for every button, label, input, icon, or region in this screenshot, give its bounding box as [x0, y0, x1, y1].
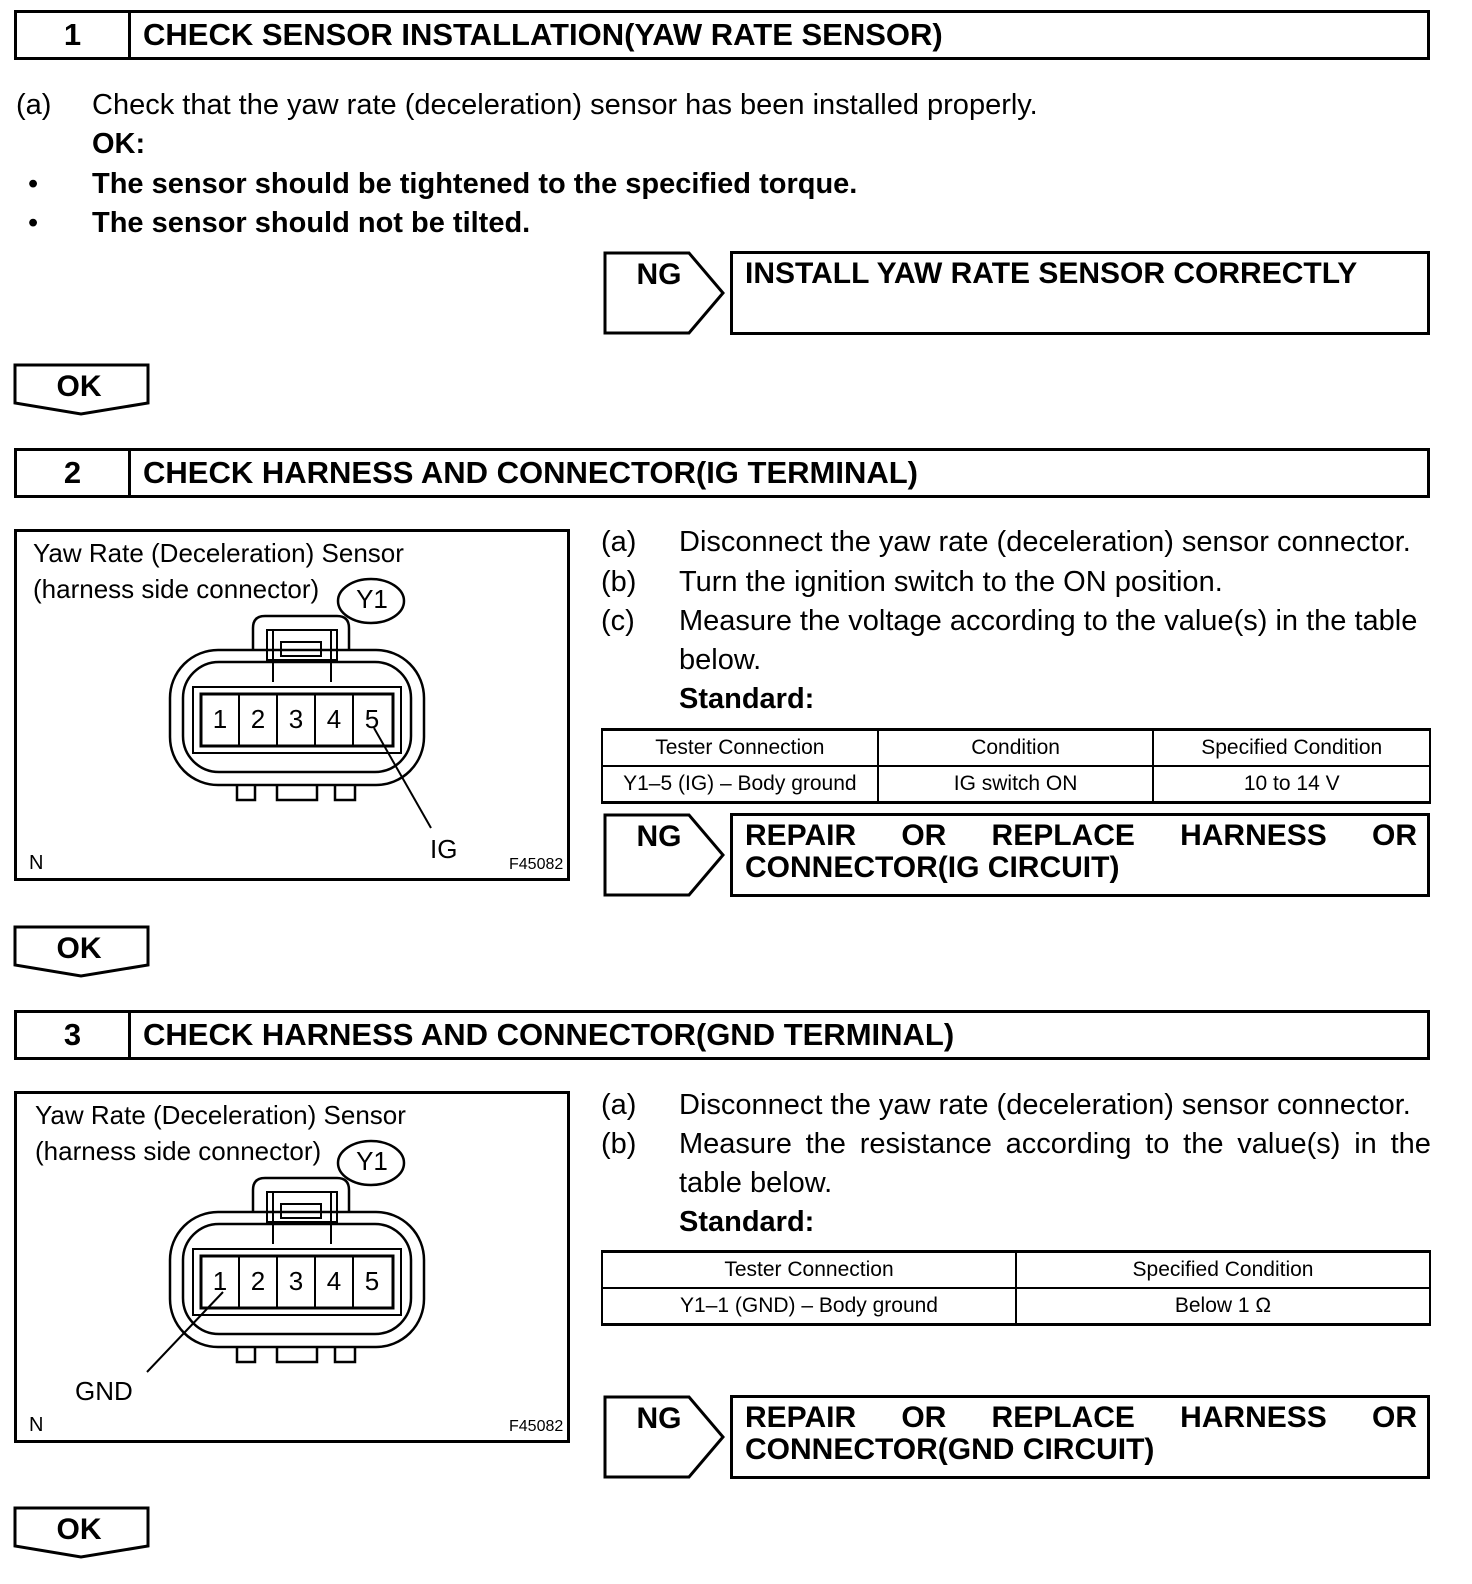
instruction-word: in [1354, 1128, 1377, 1160]
pin-label: 5 [364, 1266, 380, 1296]
item-marker: (a) [601, 526, 637, 558]
table-header: Tester Connection [602, 1252, 1016, 1289]
ng-result-word: REPLACE [991, 819, 1135, 852]
ng-result-box [730, 1395, 1430, 1479]
connector-id: Y1 [356, 1146, 388, 1176]
table-header: Tester Connection [602, 730, 878, 767]
ng-label: NG [636, 820, 682, 853]
instruction-text: Measure the voltage according to the value(s) in the table [679, 605, 1418, 637]
ng-result-text: INSTALL YAW RATE SENSOR CORRECTLY [745, 257, 1358, 290]
table-header-row [602, 730, 1430, 767]
instruction-word: according [1005, 1128, 1132, 1160]
ng-result-word: OR [1372, 1401, 1417, 1434]
table-cell: 10 to 14 V [1153, 766, 1430, 803]
item-marker: (b) [601, 566, 637, 598]
step-number: 1 [17, 13, 131, 57]
ng-result-line2: CONNECTOR(IG CIRCUIT) [745, 851, 1120, 884]
table-header-row [602, 1252, 1430, 1289]
pin-label: 4 [326, 1266, 342, 1296]
terminal-label: IG [430, 834, 458, 864]
ng-result-box [730, 813, 1430, 897]
pin-label: 3 [288, 704, 304, 734]
table-cell: Below 1 Ω [1016, 1288, 1430, 1325]
ng-result-line2: CONNECTOR(GND CIRCUIT) [745, 1433, 1155, 1466]
terminal-label: GND [75, 1376, 133, 1406]
bullet-icon: • [28, 168, 39, 200]
table-row [602, 766, 1430, 803]
spec-table [601, 1250, 1431, 1326]
ng-result-word: OR [1372, 819, 1417, 852]
ng-result-word: REPAIR [745, 1401, 857, 1434]
instruction-text [679, 1125, 1431, 1164]
figure-id: F45082 [509, 1418, 564, 1435]
table-cell: Y1–1 (GND) – Body ground [602, 1288, 1016, 1325]
connector-diagram [14, 529, 570, 881]
instruction-word: the [1183, 1128, 1224, 1160]
bullet-item: The sensor should not be tilted. [92, 207, 531, 239]
table-row [602, 1288, 1430, 1325]
instruction-text: Turn the ignition switch to the ON position. [679, 566, 1223, 598]
instruction-word: the [1390, 1128, 1431, 1160]
step-title: CHECK SENSOR INSTALLATION(YAW RATE SENSOR) [143, 17, 943, 52]
instruction-word: resistance [859, 1128, 992, 1160]
pin-label: 4 [326, 704, 342, 734]
pin-label: 2 [250, 704, 266, 734]
corner-label: N [29, 1414, 44, 1436]
table-header: Specified Condition [1153, 730, 1430, 767]
ok-arrow-label: OK [56, 1513, 102, 1546]
step-2-header [14, 448, 1430, 498]
step-3-header [14, 1010, 1430, 1060]
instruction-text: Disconnect the yaw rate (deceleration) sensor connector. [679, 1089, 1411, 1121]
table-header: Condition [878, 730, 1154, 767]
diagram-subtitle: (harness side connector) [33, 574, 320, 604]
instruction-text-continued: table below. [679, 1167, 833, 1199]
ng-result-line [745, 820, 1417, 852]
ng-label: NG [636, 258, 682, 291]
ng-label: NG [636, 1402, 682, 1435]
ng-result-word: OR [901, 1401, 947, 1434]
instruction-word: value(s) [1237, 1128, 1341, 1160]
instruction-word: the [805, 1128, 846, 1160]
ng-result-box [730, 251, 1430, 335]
spec-table [601, 728, 1431, 804]
table-header: Specified Condition [1016, 1252, 1430, 1289]
corner-label: N [29, 852, 44, 874]
ok-arrow-label: OK [56, 370, 102, 403]
standard-label: Standard: [679, 1206, 815, 1238]
bullet-icon: • [28, 207, 39, 239]
ng-result-word: REPLACE [991, 1401, 1135, 1434]
instruction-text: Check that the yaw rate (deceleration) sensor has been installed properly. [92, 89, 1038, 121]
ng-result-word: HARNESS [1180, 819, 1327, 852]
ng-result-word: OR [901, 819, 947, 852]
ng-result-word: REPAIR [745, 819, 857, 852]
table-cell: IG switch ON [878, 766, 1154, 803]
instruction-text-continued: below. [679, 644, 762, 676]
diagram-title: Yaw Rate (Deceleration) Sensor [33, 538, 404, 568]
step-title: CHECK HARNESS AND CONNECTOR(GND TERMINAL) [143, 1017, 955, 1052]
step-number: 2 [17, 451, 131, 495]
item-marker: (b) [601, 1128, 637, 1160]
diagram-title: Yaw Rate (Deceleration) Sensor [35, 1100, 406, 1130]
item-marker: (a) [601, 1089, 637, 1121]
ok-arrow-label: OK [56, 932, 102, 965]
ng-result-line [745, 1402, 1417, 1434]
item-marker: (a) [16, 89, 52, 121]
connector-diagram [14, 1091, 570, 1443]
step-number: 3 [17, 1013, 131, 1057]
pin-label: 5 [364, 704, 380, 734]
ng-result-word: HARNESS [1180, 1401, 1327, 1434]
diagram-subtitle: (harness side connector) [35, 1136, 322, 1166]
standard-label: Standard: [679, 683, 815, 715]
figure-id: F45082 [509, 856, 564, 873]
instruction-word: Measure [679, 1128, 792, 1160]
ok-label: OK: [92, 128, 146, 160]
item-marker: (c) [601, 605, 635, 637]
pin-label: 3 [288, 1266, 304, 1296]
step-1-header [14, 10, 1430, 60]
bullet-item: The sensor should be tightened to the specified torque. [92, 168, 858, 200]
instruction-text: Disconnect the yaw rate (deceleration) sensor connector. [679, 526, 1411, 558]
pin-label: 2 [250, 1266, 266, 1296]
step-title: CHECK HARNESS AND CONNECTOR(IG TERMINAL) [143, 455, 918, 490]
table-cell: Y1–5 (IG) – Body ground [602, 766, 878, 803]
pin-label: 1 [212, 704, 228, 734]
connector-id: Y1 [356, 584, 388, 614]
instruction-word: to [1145, 1128, 1170, 1160]
pin-label: 1 [212, 1266, 228, 1296]
